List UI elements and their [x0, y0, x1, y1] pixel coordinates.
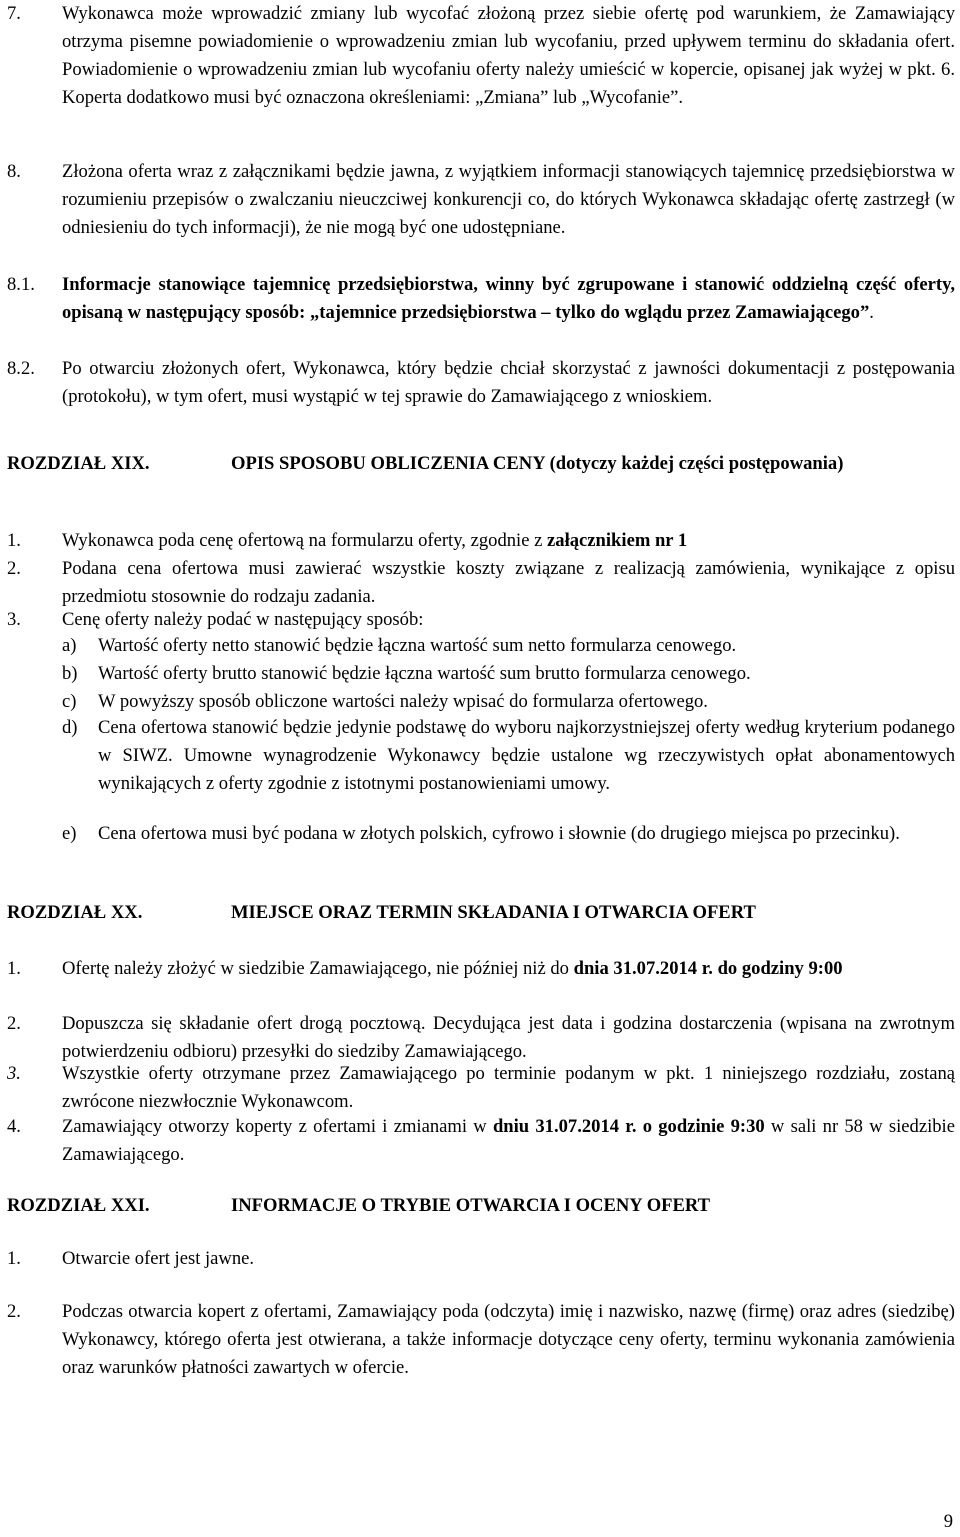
chapter-label: ROZDZIAŁ XIX.	[7, 453, 150, 474]
item-number: 3.	[7, 609, 21, 630]
item-number: 2.	[7, 1013, 21, 1034]
ch19-item-2	[7, 555, 955, 611]
item-text: Dopuszcza się składanie ofert drogą pocztową. Decydująca jest data i godzina dostarczenia (wpisana na zwrotnym potwierdzeniu odbioru) przesyłki do siedziby Zamawiającego.	[62, 1013, 955, 1062]
item-number: 8.2.	[7, 358, 35, 379]
item-text: Otwarcie ofert jest jawne.	[62, 1248, 255, 1269]
sub-text: Wartość oferty netto stanowić będzie łączna wartość sum netto formularza cenowego.	[98, 635, 737, 656]
sub-label: c)	[62, 691, 77, 712]
sub-text: Cena ofertowa musi być podana w złotych polskich, cyfrowo i słownie (do drugiego miejsca po przecinku).	[98, 823, 900, 844]
item-number: 2.	[7, 1301, 21, 1322]
ch20-item-3	[7, 1060, 955, 1116]
period: .	[869, 302, 874, 323]
item-text	[62, 955, 955, 983]
sub-item-c	[62, 688, 955, 716]
chapter-title: INFORMACJE O TRYBIE OTWARCIA I OCENY OFERT	[231, 1195, 711, 1216]
sub-item-b	[62, 660, 955, 688]
item-text: Wszystkie oferty otrzymane przez Zamawiającego po terminie podanym w pkt. 1 niniejszego rozdziału, zostaną zwrócone niezwłocznie Wykonawcom.	[62, 1063, 955, 1112]
text-part: Zamawiający otworzy koperty z ofertami i zmianami w	[62, 1116, 493, 1137]
paragraph-8	[7, 158, 955, 242]
ch20-item-1	[7, 955, 955, 983]
ch19-item-1	[7, 527, 955, 555]
item-number: 1.	[7, 530, 21, 551]
item-text: Po otwarciu złożonych ofert, Wykonawca, który będzie chciał skorzystać z jawności dokumentacji z postępowania (protokołu), w tym ofert, musi wystąpić w tej sprawie do Zamawiającego z wnioskiem.	[62, 358, 955, 407]
ch20-item-4	[7, 1113, 955, 1169]
chapter-label: ROZDZIAŁ XXI.	[7, 1195, 150, 1216]
paragraph-8-2	[7, 355, 955, 411]
item-number: 1.	[7, 958, 21, 979]
sub-label: b)	[62, 663, 78, 684]
sub-text: W powyższy sposób obliczone wartości należy wpisać do formularza ofertowego.	[98, 691, 708, 712]
item-number: 8.1.	[7, 274, 35, 295]
bold-text: dniu 31.07.2014 r. o godzinie 9:30	[492, 1116, 765, 1137]
sub-label: a)	[62, 635, 77, 656]
bold-text: Informacje stanowiące tajemnicę przedsiębiorstwa, winny być zgrupowane i stanowić oddzielną część oferty, opisaną w następujący sposób: „tajemnice przedsiębiorstwa – tylko do wglądu przez Zamawiającego”	[62, 274, 955, 323]
item-text	[62, 1113, 955, 1169]
item-text: Złożona oferta wraz z załącznikami będzie jawna, z wyjątkiem informacji stanowiących tajemnicę przedsiębiorstwa w rozumieniu przepisów o zwalczaniu nieuczciwej konkurencji co, do których Wykonawca składając ofertę zastrzegł (w odniesieniu do tych informacji), że nie mogą być one udostępniane.	[62, 161, 955, 238]
sub-item-e	[62, 820, 955, 848]
item-number: 2.	[7, 558, 21, 579]
item-number: 8.	[7, 161, 21, 182]
chapter-title: OPIS SPOSOBU OBLICZENIA CENY (dotyczy każdej części postępowania)	[231, 453, 844, 474]
bold-text: załącznikiem nr 1	[547, 530, 688, 551]
paragraph-8-1	[7, 271, 955, 327]
sub-item-d	[62, 714, 955, 798]
item-number: 4.	[7, 1116, 21, 1137]
text-part: Wykonawca poda cenę ofertową na formularzu oferty, zgodnie z	[62, 530, 548, 551]
text-part: w sali nr 58 w siedzibie Zamawiającego.	[62, 1116, 955, 1165]
ch19-item-3	[7, 606, 955, 634]
sub-label: e)	[62, 823, 77, 844]
item-text	[62, 271, 955, 327]
item-text: Podczas otwarcia kopert z ofertami, Zamawiający poda (odczyta) imię i nazwisko, nazwę (firmę) oraz adres (siedzibę) Wykonawcy, którego oferta jest otwierana, a także informacje dotyczące ceny oferty, terminu wykonania zamówienia oraz warunków płatności zawartych w ofercie.	[62, 1301, 955, 1378]
chapter-label: ROZDZIAŁ XX.	[7, 902, 143, 923]
sub-text: Cena ofertowa stanowić będzie jedynie podstawę do wyboru najkorzystniejszej oferty według kryterium podanego w SIWZ. Umowne wynagrodzenie Wykonawcy będzie ustalone wg rzeczywistych opłat abonamentowych wynikających z oferty zgodnie z istotnymi postanowieniami umowy.	[98, 717, 955, 794]
sub-label: d)	[62, 717, 78, 738]
ch20-item-2	[7, 1010, 955, 1066]
ch21-item-1	[7, 1245, 955, 1273]
sub-item-a	[62, 632, 955, 660]
item-number: 1.	[7, 1248, 21, 1269]
item-text	[62, 527, 955, 555]
bold-text: dnia 31.07.2014 r. do godziny 9:00	[573, 958, 843, 979]
item-number: 3.	[7, 1063, 21, 1084]
text-part: Ofertę należy złożyć w siedzibie Zamawiającego, nie później niż do	[62, 958, 574, 979]
item-text: Podana cena ofertowa musi zawierać wszystkie koszty związane z realizacją zamówienia, wynikające z opisu przedmiotu stosownie do rodzaju zadania.	[62, 558, 955, 607]
ch21-item-2	[7, 1298, 955, 1382]
chapter-title: MIEJSCE ORAZ TERMIN SKŁADANIA I OTWARCIA OFERT	[231, 902, 756, 923]
item-number: 7.	[7, 3, 21, 24]
page-number: 9	[943, 1511, 953, 1532]
item-text: Cenę oferty należy podać w następujący sposób:	[62, 609, 424, 630]
item-text: Wykonawca może wprowadzić zmiany lub wycofać złożoną przez siebie ofertę pod warunkiem, że Zamawiający otrzyma pisemne powiadomienie o wprowadzeniu zmian lub wycofaniu, przed upływem terminu do składania ofert. Powiadomienie o wprowadzeniu zmian lub wycofaniu oferty należy umieścić w kopercie, opisanej jak wyżej w pkt. 6. Koperta dodatkowo musi być oznaczona określeniami: „Zmiana” lub „Wycofanie”.	[62, 3, 955, 108]
paragraph-7	[7, 0, 955, 112]
sub-text: Wartość oferty brutto stanowić będzie łączna wartość sum brutto formularza cenowego.	[98, 663, 751, 684]
